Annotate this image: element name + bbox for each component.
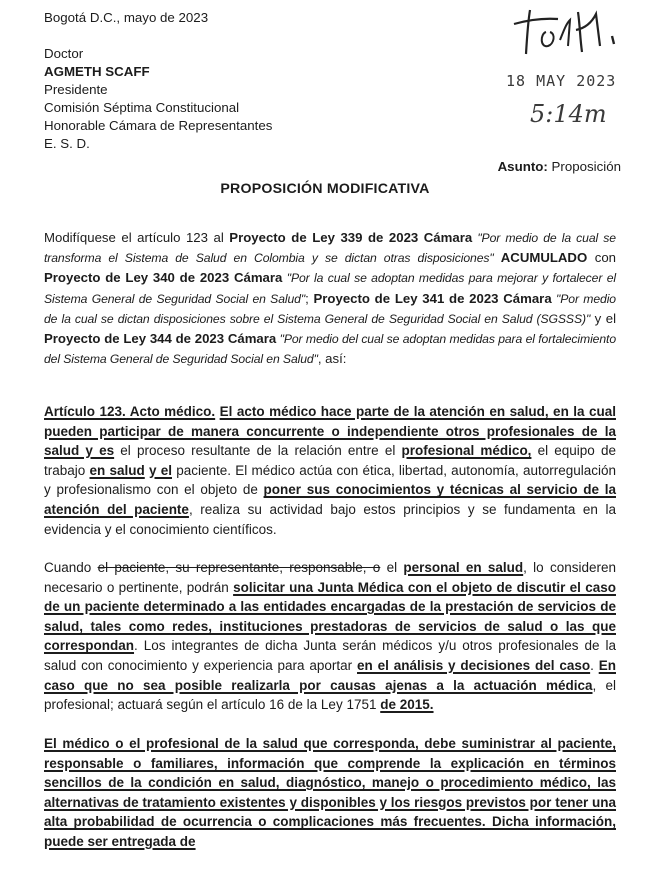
recipient-role: Presidente bbox=[44, 82, 108, 97]
recipient-name: AGMETH SCAFF bbox=[44, 64, 150, 79]
bill-340: Proyecto de Ley 340 de 2023 Cámara bbox=[44, 270, 283, 286]
received-date-stamp: 18 MAY 2023 bbox=[506, 72, 617, 90]
bill-344-title: "Por medio del cual se adoptan medidas para el fortalecimiento del Sistema General de Seguridad Social en Salud" bbox=[44, 332, 616, 367]
junta-deleted-text: el paciente, su representante, responsable, o bbox=[97, 560, 381, 575]
junta-added-1: personal en salud bbox=[403, 560, 524, 575]
bill-340-title: "Por la cual se adoptan medidas para mejorar y fortalecer el Sistema General de Seguridad Social en Salud" bbox=[44, 271, 616, 306]
bill-341: Proyecto de Ley 341 de 2023 Cámara bbox=[313, 290, 552, 306]
junta-text-5: . bbox=[590, 657, 599, 673]
junta-text-1: Cuando bbox=[44, 560, 98, 575]
subject-label: Asunto: bbox=[497, 159, 548, 174]
received-time-handwritten: 5:14m bbox=[530, 100, 607, 128]
junta-text-3: , lo consideren necesario o pertinente, podrán bbox=[44, 560, 616, 595]
junta-text-6: , el profesional; actuará según el artículo 16 de la Ley 1751 bbox=[44, 677, 616, 713]
bill-344: Proyecto de Ley 344 de 2023 Cámara bbox=[44, 331, 277, 347]
bill-341-title: "Por medio de la cual se dictan disposiciones sobre el Sistema General de Seguridad Social en Salud (SGSSS)" bbox=[44, 291, 616, 326]
subject-value: Proposición bbox=[551, 159, 621, 174]
intro-text-5: , así: bbox=[317, 351, 347, 367]
bill-339-title: "Por medio de la cual se transforma el Sistema de Salud en Colombia y se dictan otras disposiciones" bbox=[44, 231, 616, 266]
article-paragraph bbox=[44, 402, 616, 539]
bill-339: Proyecto de Ley 339 de 2023 Cámara bbox=[229, 230, 473, 245]
chamber: Honorable Cámara de Representantes bbox=[44, 118, 273, 133]
information-paragraph bbox=[44, 734, 616, 852]
junta-paragraph bbox=[44, 558, 616, 715]
intro-text-3: ; bbox=[305, 290, 314, 306]
article-heading: Artículo 123. Acto médico. bbox=[44, 404, 216, 419]
intro-text-1: Modifíquese el artículo 123 al bbox=[44, 230, 230, 245]
article-text-4: el equipo de trabajo bbox=[44, 443, 616, 478]
accumulated-label: ACUMULADO bbox=[500, 250, 588, 266]
committee: Comisión Séptima Constitucional bbox=[44, 100, 240, 115]
intro-text-4: y el bbox=[590, 310, 617, 326]
place-date: Bogotá D.C., mayo de 2023 bbox=[44, 10, 209, 25]
article-added-1: El acto médico hace parte de la atención en salud, en la cual pueden participar de manera concurrente o independiente otros profesionales de la salud y es bbox=[44, 404, 616, 459]
handwritten-signature bbox=[500, 2, 640, 64]
intro-paragraph bbox=[44, 228, 616, 369]
salutation: Doctor bbox=[44, 46, 84, 61]
article-added-5: en salud bbox=[89, 462, 145, 478]
article-text-8: paciente. El médico actúa con ética, libertad, autonomía, autorregulación y profesionalismo con el objeto de bbox=[44, 462, 617, 498]
information-added-text: El médico o el profesional de la salud que corresponda, debe suministrar al paciente, responsable o familiares, información que comprende la explicación en términos sencillos de la condición en salud, diagnóstico, manejo o procedimiento médico, las alternativas de tratamiento existentes y disponibles y los riesgos previstos por tener una alta probabilidad de ocurrencia o complicaciones más frecuentes. Dicha información, puede ser entregada de bbox=[44, 736, 616, 849]
esd: E. S. D. bbox=[44, 136, 90, 151]
subject-line bbox=[498, 159, 621, 175]
article-added-7: y el bbox=[149, 462, 172, 478]
article-added-9: poner sus conocimientos y técnicas al servicio de la atención del paciente bbox=[44, 482, 616, 517]
junta-text-2: el bbox=[380, 560, 404, 575]
junta-text-4: . Los integrantes de dicha Junta serán médicos y/u otros profesionales de la salud con conocimiento y experiencia para aportar bbox=[44, 638, 616, 673]
document-title: PROPOSICIÓN MODIFICATIVA bbox=[220, 181, 430, 197]
junta-added-4: En caso que no sea posible realizarla por causas ajenas a la actuación médica bbox=[44, 657, 616, 693]
intro-text-2: con bbox=[587, 250, 616, 266]
article-added-3: profesional médico, bbox=[401, 443, 532, 459]
junta-added-5: de 2015. bbox=[380, 697, 434, 713]
article-text-2: el proceso resultante de la relación entre el bbox=[114, 443, 402, 459]
junta-added-3: en el análisis y decisiones del caso bbox=[357, 657, 591, 673]
junta-added-2: solicitar una Junta Médica con el objeto de discutir el caso de un paciente determinado a las entidades encargadas de la prestación de servicios de salud, tales como redes, instituciones prestadoras de servicios de salud o las que correspondan bbox=[44, 579, 616, 654]
article-text-10: , realiza su actividad bajo estos principios y se fundamenta en la evidencia y el conocimiento científicos. bbox=[44, 501, 617, 537]
